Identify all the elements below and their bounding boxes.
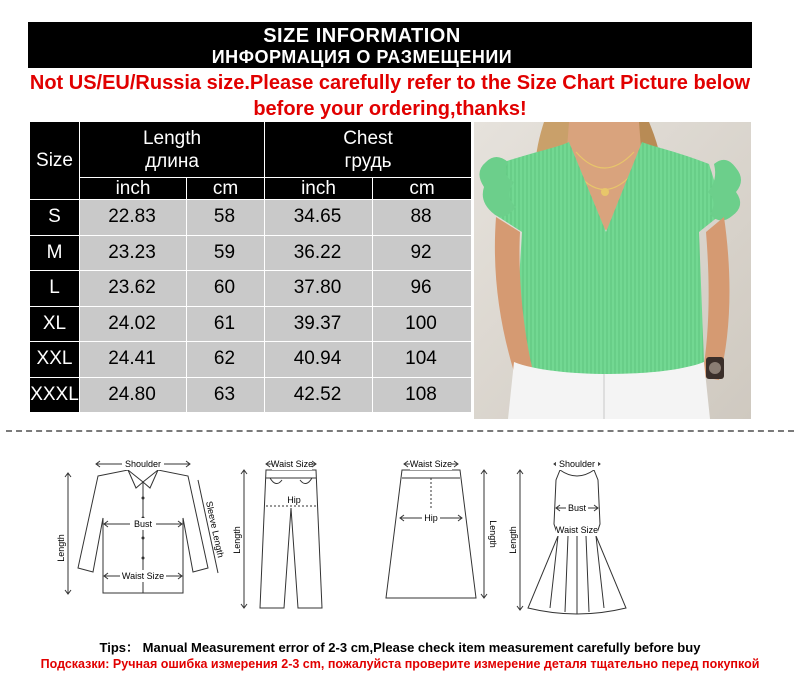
table-row — [30, 235, 472, 271]
dress-length-label: Length — [508, 526, 518, 554]
unit-header-chest-inch: inch — [265, 178, 373, 200]
length-cm-cell: 62 — [187, 342, 265, 378]
dress-diagram — [510, 448, 640, 623]
skirt-length-label: Length — [488, 520, 498, 548]
chest-inch-cell: 39.37 — [265, 306, 373, 342]
table-row — [30, 306, 472, 342]
size-info-banner — [28, 22, 752, 68]
shirt-bust-label: Bust — [133, 519, 153, 529]
pants-waist-label: Waist Size — [270, 459, 314, 469]
notice-line-2: before your ordering,thanks! — [253, 98, 527, 120]
length-header-en: Length — [142, 127, 202, 149]
table-row — [30, 377, 472, 413]
pants-diagram — [232, 448, 332, 623]
pants-hip-label: Hip — [287, 495, 301, 505]
chest-inch-cell: 36.22 — [265, 235, 373, 271]
chest-inch-cell: 42.52 — [265, 377, 373, 413]
dress-shoulder-label: Shoulder — [558, 459, 596, 469]
pants-diagram-svg — [232, 448, 332, 623]
size-label: M — [30, 235, 80, 271]
chest-header-ru: грудь — [344, 150, 392, 172]
chest-cm-cell: 108 — [373, 377, 472, 413]
skirt-diagram — [380, 448, 500, 623]
shirt-diagram — [58, 448, 228, 623]
dress-waist-label: Waist Size — [555, 525, 599, 535]
unit-header-length-inch: inch — [80, 178, 187, 200]
length-inch-cell: 24.02 — [80, 306, 187, 342]
length-cm-cell: 63 — [187, 377, 265, 413]
skirt-hip-label: Hip — [424, 513, 438, 523]
tips-russian: Подсказки: Ручная ошибка измерения 2-3 cm, пожалуйста проверите измерение деталя тщательно перед покупкой — [40, 657, 760, 671]
chest-inch-cell: 40.94 — [265, 342, 373, 378]
length-inch-cell: 24.41 — [80, 342, 187, 378]
shirt-sleeve-label: Sleeve Length — [204, 500, 226, 559]
length-column-header — [80, 122, 265, 178]
size-label: S — [30, 200, 80, 236]
length-inch-cell: 23.23 — [80, 235, 187, 271]
size-notice — [28, 70, 752, 122]
size-label: XXXL — [30, 377, 80, 413]
length-cm-cell: 58 — [187, 200, 265, 236]
chest-cm-cell: 100 — [373, 306, 472, 342]
shirt-shoulder-label: Shoulder — [124, 459, 162, 469]
banner-title-ru: ИНФОРМАЦИЯ О РАЗМЕЩЕНИИ — [211, 47, 513, 67]
unit-header-length-cm: cm — [187, 178, 265, 200]
chest-cm-cell: 88 — [373, 200, 472, 236]
chest-inch-cell: 37.80 — [265, 271, 373, 307]
separator-line — [6, 430, 794, 432]
length-inch-cell: 22.83 — [80, 200, 187, 236]
chest-inch-cell: 34.65 — [265, 200, 373, 236]
size-column-header: Size — [30, 122, 80, 200]
length-header-ru: длина — [145, 150, 199, 172]
length-cm-cell: 61 — [187, 306, 265, 342]
length-cm-cell: 60 — [187, 271, 265, 307]
skirt-diagram-svg — [380, 448, 500, 623]
product-photo — [474, 122, 751, 419]
product-photo-illustration — [474, 122, 751, 419]
skirt-waist-label: Waist Size — [409, 459, 453, 469]
notice-line-1: Not US/EU/Russia size.Please carefully refer to the Size Chart Picture below — [29, 72, 751, 94]
length-inch-cell: 23.62 — [80, 271, 187, 307]
size-label: XXL — [30, 342, 80, 378]
shirt-length-label: Length — [56, 534, 66, 562]
length-inch-cell: 24.80 — [80, 377, 187, 413]
length-cm-cell: 59 — [187, 235, 265, 271]
table-row — [30, 342, 472, 378]
shirt-diagram-svg — [58, 448, 228, 623]
size-chart-table — [29, 121, 472, 413]
size-label: L — [30, 271, 80, 307]
chest-cm-cell: 92 — [373, 235, 472, 271]
banner-title-en: SIZE INFORMATION — [263, 25, 461, 47]
dress-bust-label: Bust — [567, 503, 587, 513]
pants-length-label: Length — [232, 526, 242, 554]
table-row — [30, 200, 472, 236]
chest-cm-cell: 104 — [373, 342, 472, 378]
chest-cm-cell: 96 — [373, 271, 472, 307]
shirt-waist-label: Waist Size — [121, 571, 165, 581]
unit-header-chest-cm: cm — [373, 178, 472, 200]
size-label: XL — [30, 306, 80, 342]
tips-english: Tips： Manual Measurement error of 2-3 cm,Please check item measurement carefully before buy — [99, 640, 701, 655]
chest-column-header — [265, 122, 472, 178]
table-row — [30, 271, 472, 307]
dress-diagram-svg — [510, 448, 640, 623]
chest-header-en: Chest — [343, 127, 393, 149]
